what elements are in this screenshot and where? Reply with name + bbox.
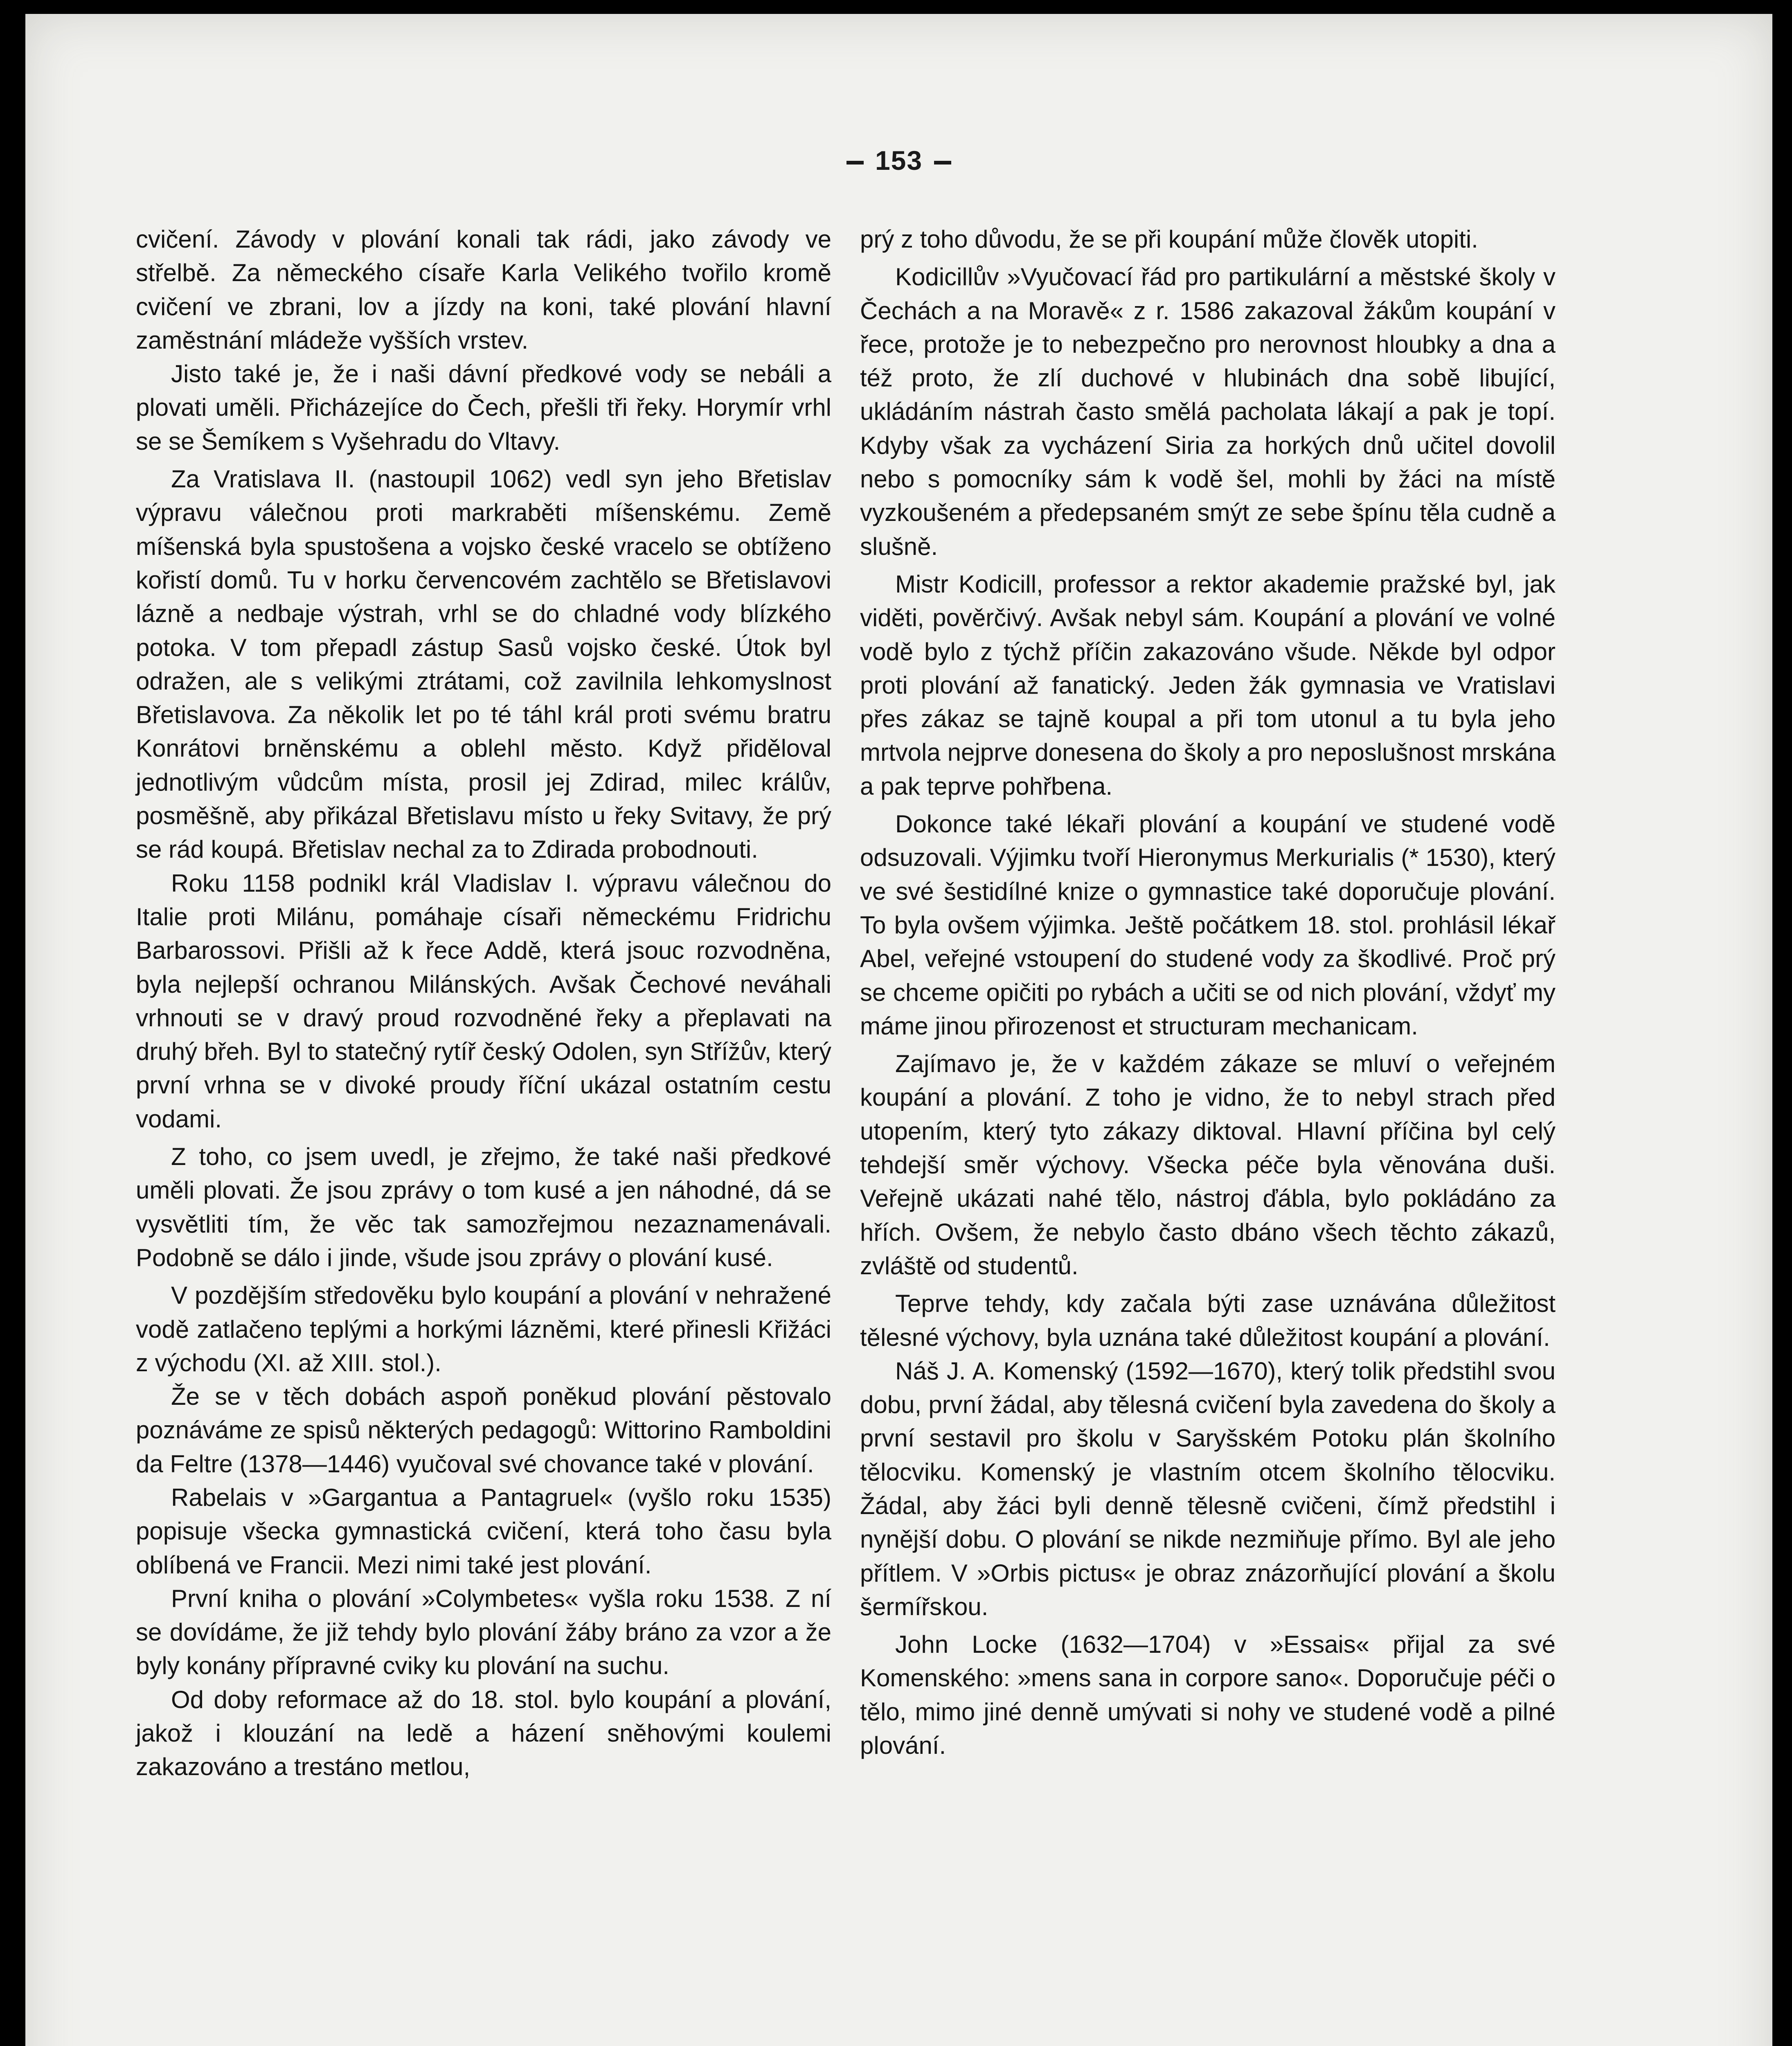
page-number-text: 153 [875,145,923,176]
left-paragraph-5: Z toho, co jsem uvedl, je zřejmo, že také naši předkové uměli plovati. Že jsou zprávy o tom kusé a jen náhodné, dá se vysvětliti tím, že věc tak samozřejmou nezaznamenávali. Podobně se dálo i jinde, všude jsou zprávy o plování kusé. [136,1143,831,1271]
page-number [25,145,1772,176]
right-paragraph-5: Zajímavo je, že v každém zákaze se mluví o veřejném koupání a plování. Z toho je vidno, že to nebyl strach před utopením, který tyto zákazy diktoval. Hlavní příčina byl celý tehdejší směr výchovy. Všecka péče byla věnována duši. Veřejně ukázati nahé tělo, nástroj ďábla, bylo pokládáno za hřích. Ovšem, že nebylo často dbáno všech těchto zákazů, zvláště od studentů. [860,1050,1556,1280]
right-column [860,223,1556,1762]
page-number-dash-left [846,161,864,164]
left-paragraph-7: Že se v těch dobách aspoň poněkud plování pěstovalo poznáváme ze spisů některých pedagogů: Wittorino Ramboldini da Feltre (1378—1446) vyučoval své chovance také v plování. [136,1383,831,1478]
left-column [136,223,831,1784]
left-paragraph-8: Rabelais v »Gargantua a Pantagruel« (vyšlo roku 1535) popisuje všecka gymnastická cvičení, která toho času byla oblíbená ve Francii. Mezi nimi také jest plování. [136,1483,831,1579]
left-paragraph-6: V pozdějším středověku bylo koupání a plování v nehražené vodě zatlačeno teplými a horkými lázněmi, které přinesli Křižáci z východu (XI. až XIII. stol.). [136,1282,831,1377]
right-paragraph-1: prý z toho důvodu, že se při koupání může člověk utopiti. [860,225,1478,253]
left-paragraph-9: První kniha o plování »Colymbetes« vyšla roku 1538. Z ní se dovídáme, že již tehdy bylo plování žáby bráno za vzor a že byly konány přípravné cviky ku plování na suchu. [136,1584,831,1680]
right-paragraph-8: John Locke (1632—1704) v »Essais« přijal za své Komenského: »mens sana in corpore sano«. Doporučuje péči o tělo, mimo jiné denně umývati si nohy ve studené vodě a pilné plování. [860,1631,1556,1760]
right-paragraph-6: Teprve tehdy, kdy začala býti zase uznávána důležitost tělesné výchovy, byla uznána také důležitost koupání a plování. [860,1290,1556,1351]
right-paragraph-7: Náš J. A. Komenský (1592—1670), který tolik předstihl svou dobu, první žádal, aby tělesná cvičení byla zavedena do školy a první sestavil pro školu v Saryšském Potoku plán školního tělocviku. Komenský je vlastním otcem školního tělocviku. Žádal, aby žáci byli denně tělesně cvičeni, čímž předstihl i nynější dobu. O plování se nikde nezmiňuje přímo. Byl ale jeho přítlem. V »Orbis pictus« je obraz znázorňující plování a školu šermířskou. [860,1357,1556,1620]
left-paragraph-2: Jisto také je, že i naši dávní předkové vody se nebáli a plovati uměli. Přicházejíce do Čech, přešli tři řeky. Horymír vrhl se se Šemíkem s Vyšehradu do Vltavy. [136,360,831,455]
page-number-dash-right [934,161,951,164]
book-page [25,14,1772,2046]
left-paragraph-3: Za Vratislava II. (nastoupil 1062) vedl syn jeho Břetislav výpravu válečnou proti markraběti míšenskému. Země míšenská byla spustošena a vojsko české vracelo se obtíženo kořistí domů. Tu v horku červencovém zachtělo se Břetislavovi lázně a nedbaje výstrah, vrhl se do chladné vody blízkého potoka. V tom přepadl zástup Sasů vojsko české. Útok byl odražen, ale s velikými ztrátami, což zavilnila lehkomyslnost Břetislavova. Za několik let po té táhl král proti svému bratru Konrátovi brněnskému a oblehl město. Když přiděloval jednotlivým vůdcům místa, prosil jej Zdirad, milec králův, posměšně, aby přikázal Břetislavu místo u řeky Svitavy, že prý se rád koupá. Břetislav nechal za to Zdirada probodnouti. [136,465,831,863]
right-paragraph-2: Kodicillův »Vyučovací řád pro partikulární a městské školy v Čechách a na Moravě« z r. 1586 zakazoval žákům koupání v řece, protože je to nebezpečno pro nerovnost hloubky a dna a též proto, že zlí duchové v hlubinách dna sobě libující, ukládáním nástrah často smělá pacholata lákají a pak je topí. Kdyby však za vycházení Siria za horkých dnů učitel dovolil nebo s pomocníky sám k vodě šel, mohli by žáci na místě vyzkoušeném a předepsaném smýt ze sebe špínu těla cudně a slušně. [860,263,1556,560]
left-paragraph-1: cvičení. Závody v plování konali tak rádi, jako závody ve střelbě. Za německého císaře Karla Velikého tvořilo kromě cvičení ve zbrani, lov a jízdy na koni, také plování hlavní zaměstnání mládeže vyšších vrstev. [136,225,831,354]
right-paragraph-4: Dokonce také lékaři plování a koupání ve studené vodě odsuzovali. Výjimku tvoří Hieronymus Merkurialis (* 1530), který ve své šestidílné knize o gymnastice také doporučuje plování. To byla ovšem výjimka. Ještě počátkem 18. stol. prohlásil lékař Abel, veřejné vstoupení do studené vody za škodlivé. Proč prý se chceme opičiti po rybách a učiti se od nich plování, vždyť my máme jinou přirozenost et structuram mechanicam. [860,810,1556,1040]
right-paragraph-3: Mistr Kodicill, professor a rektor akademie pražské byl, jak viděti, pověrčivý. Avšak nebyl sám. Koupání a plování ve volné vodě bylo z týchž příčin zakazováno všude. Někde byl odpor proti plování až fanatický. Jeden žák gymnasia ve Vratislavi přes zákaz se tajně koupal a při tom utonul a tu byla jeho mrtvola nejprve donesena do školy a pro neposlušnost mrskána a pak teprve pohřbena. [860,570,1556,800]
left-paragraph-10: Od doby reformace až do 18. stol. bylo koupání a plování, jakož i klouzání na ledě a házení sněhovými koulemi zakazováno a trestáno metlou, [136,1685,831,1781]
left-paragraph-4: Roku 1158 podnikl král Vladislav I. výpravu válečnou do Italie proti Milánu, pomáhaje císaři německému Fridrichu Barbarossovi. Přišli až k řece Addě, která jsouc rozvodněna, byla nejlepší ochranou Milánských. Avšak Čechové neváhali vrhnouti se v dravý proud rozvodněné řeky a přeplavati na druhý břeh. Byl to statečný rytíř český Odolen, syn Střížův, který první vrhna se v divoké proudy říční ukázal ostatním cestu vodami. [136,869,831,1133]
